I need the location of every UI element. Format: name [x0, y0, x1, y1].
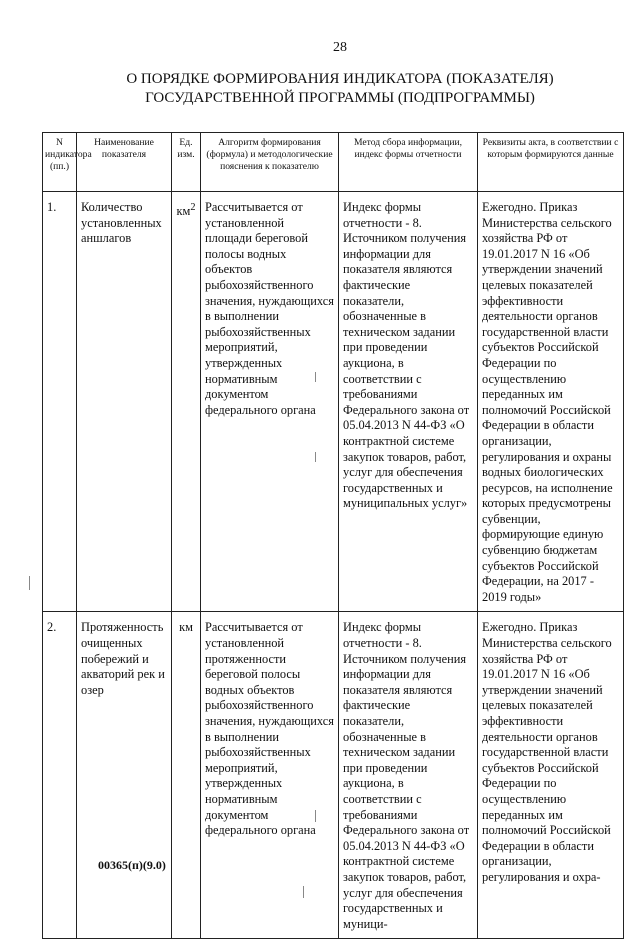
scan-mark	[29, 576, 30, 590]
title-line-1: О ПОРЯДКЕ ФОРМИРОВАНИЯ ИНДИКАТОРА (ПОКАЗАТЕЛЯ)	[126, 71, 554, 87]
scan-mark	[303, 886, 304, 898]
header-act-requisites: Реквизиты акта, в соответствии с которым формируются данные	[478, 133, 624, 192]
table-row	[43, 612, 624, 939]
act-cell: Ежегодно. Приказ Министерства сельского хозяйства РФ от 19.01.2017 N 16 «Об утверждении значений целевых показателей эффективности деятельности органов государственной власти субъектов Российской Федерации по осуществлению переданных им полномочий Российской Федерации в области организации, регулирования и охра-	[478, 612, 624, 939]
table-row	[43, 192, 624, 612]
scan-mark	[315, 372, 316, 382]
unit-superscript: 2	[190, 202, 196, 213]
footer-code: 00365(п)(9.0)	[98, 858, 166, 872]
header-unit: Ед. изм.	[172, 133, 201, 192]
algorithm-cell: Рассчитывается от установленной площади береговой полосы водных объектов рыбохозяйственного значения, нуждающихся в выполнении рыбохозяйственных мероприятий, утвержденных нормативным документом федерального органа	[201, 192, 339, 612]
row-number: 1.	[43, 192, 77, 612]
algorithm-cell: Рассчитывается от установленной протяженности береговой полосы водных объектов рыбохозяйственного значения, нуждающихся в выполнении рыбохозяйственных мероприятий, утвержденных нормативным документом федерального органа	[201, 612, 339, 939]
method-cell: Индекс формы отчетности - 8. Источником получения информации для показателя являются фактические показатели, обозначенные в техническом задании при проведении аукциона, в соответствии с требованиями Федерального закона от 05.04.2013 N 44-ФЗ «О контрактной системе закупок товаров, работ, услуг для обеспечения государственных и муниципальных услуг»	[339, 192, 478, 612]
act-cell: Ежегодно. Приказ Министерства сельского хозяйства РФ от 19.01.2017 N 16 «Об утверждении значений целевых показателей эффективности деятельности органов государственной власти субъектов Российской Федерации по осуществлению переданных им полномочий Российской Федерации в области организации, регулирования и охраны водных биологических ресурсов, на исполнение которых предусмотрены субвенции, формирующие единую субвенцию бюджетам субъектов Российской Федерации, на 2017 - 2019 годы»	[478, 192, 624, 612]
scan-mark	[315, 810, 316, 822]
document-title	[100, 70, 580, 108]
header-indicator-name: Наименование показателя	[77, 133, 172, 192]
unit-cell: км	[172, 612, 201, 939]
indicator-table	[42, 132, 624, 939]
indicator-name: Количество установленных аншлагов	[77, 192, 172, 612]
scan-mark	[315, 452, 316, 462]
header-indicator-number: N индикатора (пп.)	[43, 133, 77, 192]
page-number: 28	[333, 40, 347, 55]
unit-cell	[172, 192, 201, 612]
table-header-row	[43, 133, 624, 192]
method-cell: Индекс формы отчетности - 8. Источником получения информации для показателя являются фактические показатели, обозначенные в техническом задании при проведении аукциона, в соответствии с требованиями Федерального закона от 05.04.2013 N 44-ФЗ «О контрактной системе закупок товаров, работ, услуг для обеспечения государственных и муници-	[339, 612, 478, 939]
row-number: 2.	[43, 612, 77, 939]
title-line-2: ГОСУДАРСТВЕННОЙ ПРОГРАММЫ (ПОДПРОГРАММЫ)	[145, 90, 535, 106]
unit-value: км	[176, 204, 191, 219]
header-collection-method: Метод сбора информации, индекс формы отчетности	[339, 133, 478, 192]
header-algorithm: Алгоритм формирования (формула) и методологические пояснения к показателю	[201, 133, 339, 192]
indicator-name: Протяженность очищенных побережий и акваторий рек и озер	[77, 612, 172, 939]
